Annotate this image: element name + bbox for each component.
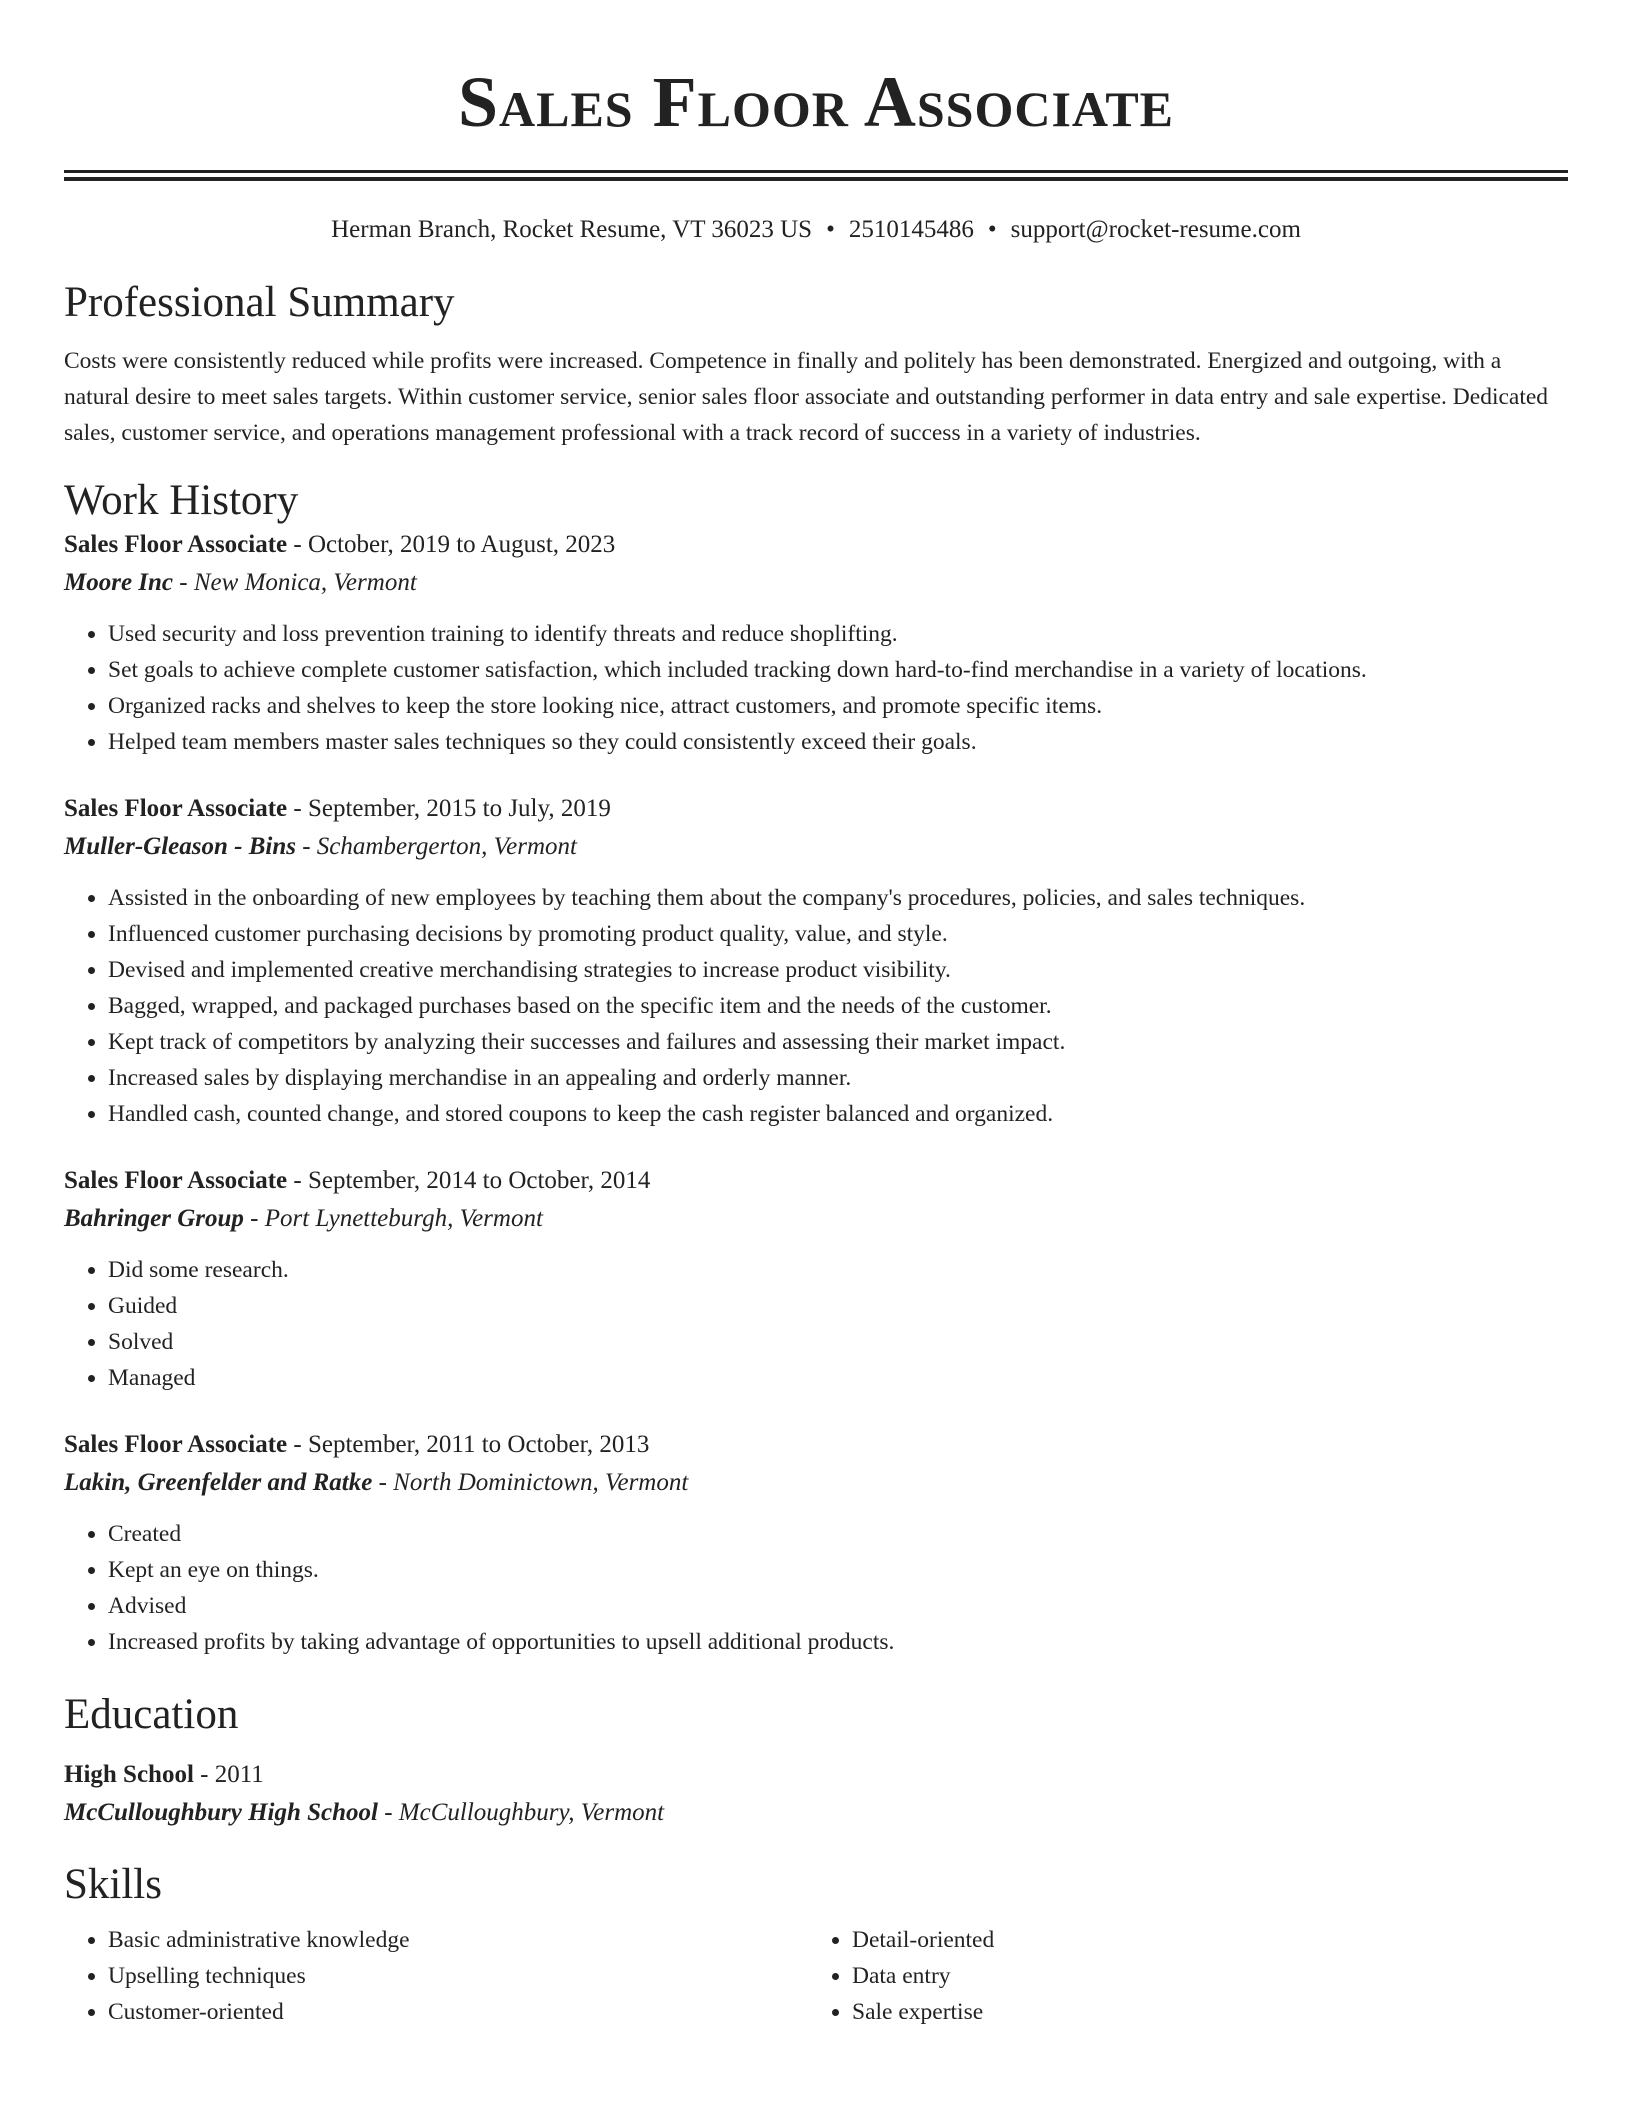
job-company: Bahringer Group (64, 1205, 244, 1232)
job-location: - Schambergerton, Vermont (295, 833, 577, 860)
job-bullet-item: • Assisted in the onboarding of new employees by teaching them about the company's procedures, policies, and sales techniques. (108, 880, 1568, 916)
education-degree: High School (64, 1761, 194, 1788)
job-title-line (64, 526, 1568, 564)
job-entry (64, 526, 1568, 760)
job-dates: - October, 2019 to August, 2023 (287, 531, 616, 558)
contact-address: Herman Branch, Rocket Resume, VT 36023 US (331, 216, 813, 243)
job-company-line (64, 828, 1568, 866)
education-location: - McCulloughbury, Vermont (377, 1799, 665, 1826)
education-school: McCulloughbury High School (64, 1799, 378, 1826)
job-company: Muller-Gleason - Bins (64, 833, 296, 860)
job-bullet-item: • Handled cash, counted change, and stored coupons to keep the cash register balanced and organized. (108, 1096, 1568, 1132)
job-role: Sales Floor Associate (64, 1167, 288, 1194)
job-title-line (64, 1162, 1568, 1200)
job-title-line (64, 790, 1568, 828)
job-company: Lakin, Greenfelder and Ratke (64, 1469, 373, 1496)
contact-separator: • (826, 216, 835, 243)
job-role: Sales Floor Associate (64, 795, 288, 822)
skill-item: • Data entry (852, 1958, 1552, 1994)
job-bullet-item: • Devised and implemented creative merchandising strategies to increase product visibility. (108, 952, 1568, 988)
job-bullets (64, 616, 1568, 760)
job-bullet-item: • Increased sales by displaying merchandise in an appealing and orderly manner. (108, 1060, 1568, 1096)
skill-item: • Upselling techniques (108, 1958, 808, 1994)
job-bullet-item: • Bagged, wrapped, and packaged purchases based on the specific item and the needs of the customer. (108, 988, 1568, 1024)
education-school-line (64, 1794, 1568, 1832)
skills-column-left (64, 1922, 808, 2030)
work-history-heading: Work History (64, 477, 299, 524)
job-bullet-item: • Managed (108, 1360, 1568, 1396)
job-bullet-item: • Used security and loss prevention training to identify threats and reduce shoplifting. (108, 616, 1568, 652)
job-bullet-item: • Guided (108, 1288, 1568, 1324)
job-bullet-item: • Organized racks and shelves to keep the store looking nice, attract customers, and promote specific items. (108, 688, 1568, 724)
job-location: - New Monica, Vermont (173, 569, 417, 596)
job-bullet-item: • Influenced customer purchasing decisions by promoting product quality, value, and style. (108, 916, 1568, 952)
job-bullets (64, 1516, 1568, 1660)
job-dates: - September, 2015 to July, 2019 (287, 795, 611, 822)
job-bullet-item: • Created (108, 1516, 1568, 1552)
skill-item: • Customer-oriented (108, 1994, 808, 2030)
job-bullets (64, 1252, 1568, 1396)
job-bullet-item: • Solved (108, 1324, 1568, 1360)
job-entry (64, 790, 1568, 1132)
skills-column-right (808, 1922, 1552, 2030)
job-bullet-item: • Did some research. (108, 1252, 1568, 1288)
skill-item: • Sale expertise (852, 1994, 1552, 2030)
contact-email: support@rocket-resume.com (1010, 216, 1301, 243)
job-location: - Port Lynetteburgh, Vermont (243, 1205, 543, 1232)
skills-heading: Skills (64, 1861, 162, 1908)
skill-item: • Detail-oriented (852, 1922, 1552, 1958)
job-bullet-item: • Increased profits by taking advantage of opportunities to upsell additional products. (108, 1624, 1568, 1660)
job-title-line (64, 1426, 1568, 1464)
title-divider (64, 170, 1568, 181)
skill-item: • Basic administrative knowledge (108, 1922, 808, 1958)
skills-list (64, 1922, 1568, 2030)
job-bullet-item: • Set goals to achieve complete customer satisfaction, which included tracking down hard-to-find merchandise in a variety of locations. (108, 652, 1568, 688)
contact-line (64, 214, 1568, 246)
job-bullet-item: • Helped team members master sales techniques so they could consistently exceed their goals. (108, 724, 1568, 760)
job-company-line (64, 564, 1568, 602)
job-role: Sales Floor Associate (64, 531, 288, 558)
summary-heading: Professional Summary (64, 279, 455, 326)
job-company: Moore Inc (64, 569, 174, 596)
education-year: - 2011 (193, 1761, 264, 1788)
job-bullet-item: • Kept track of competitors by analyzing their successes and failures and assessing their market impact. (108, 1024, 1568, 1060)
job-role: Sales Floor Associate (64, 1431, 288, 1458)
work-history-list (64, 526, 1568, 1660)
resume-page (64, 0, 1568, 2030)
job-bullet-item: • Kept an eye on things. (108, 1552, 1568, 1588)
resume-title: Sales Floor Associate (457, 62, 1175, 142)
job-dates: - September, 2014 to October, 2014 (287, 1167, 651, 1194)
job-entry (64, 1426, 1568, 1660)
contact-separator: • (987, 216, 997, 243)
job-bullets (64, 880, 1568, 1132)
summary-text: Costs were consistently reduced while profits were increased. Competence in finally and politely has been demonstrated. Energized and outgoing, with a natural desire to meet sales targets. Within customer service, senior sales floor associate and outstanding performer in data entry and sale expertise. Dedicated sales, customer service, and operations management professional with a track record of success in a variety of industries. (64, 348, 1549, 446)
job-company-line (64, 1464, 1568, 1502)
job-dates: - September, 2011 to October, 2013 (287, 1431, 650, 1458)
job-company-line (64, 1200, 1568, 1238)
job-entry (64, 1162, 1568, 1396)
job-bullet-item: • Advised (108, 1588, 1568, 1624)
job-location: - North Dominictown, Vermont (372, 1469, 689, 1496)
education-heading: Education (64, 1691, 239, 1738)
contact-phone: 2510145486 (848, 216, 974, 243)
education-entry (64, 1756, 1568, 1832)
education-degree-line (64, 1756, 1568, 1794)
